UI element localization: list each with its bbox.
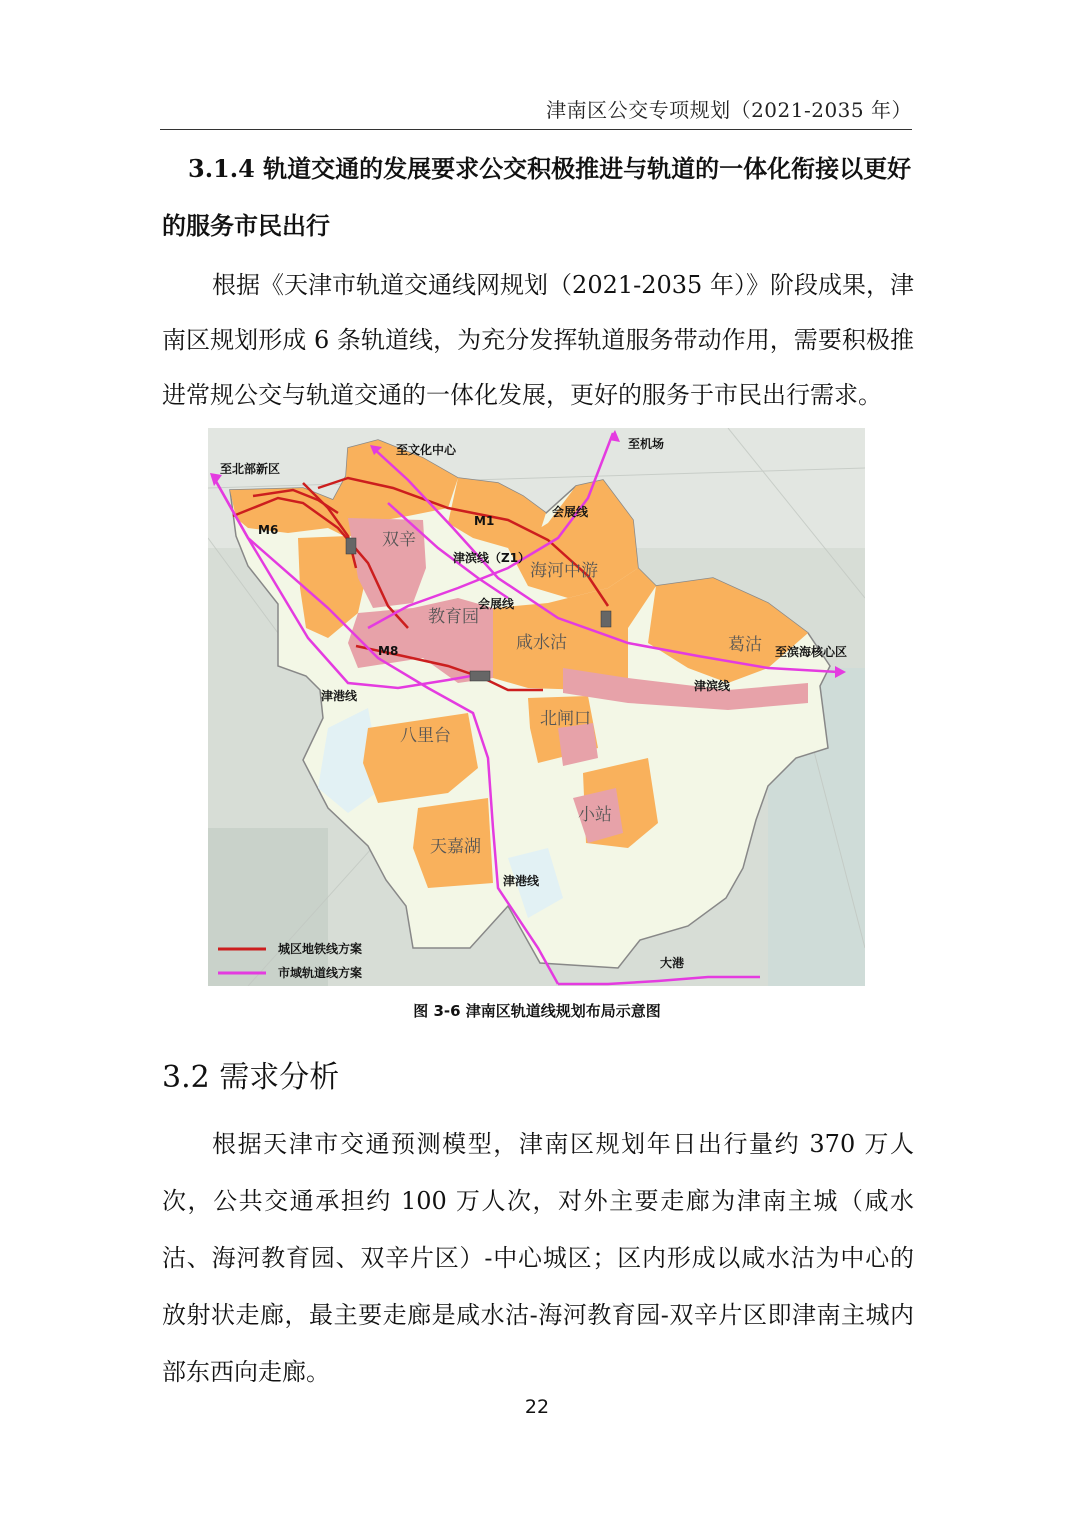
rail-plan-map xyxy=(208,428,865,986)
legend-label-metro: 城区地铁线方案 xyxy=(278,942,363,956)
analysis-paragraph: 根据天津市交通预测模型，津南区规划年日出行量约 370 万人次，公共交通承担约 100 万人次，对外主要走廊为津南主城（咸水沽、海河教育园、双辛片区）-中心城区；区内形成以咸水沽为中心的放射状走廊，最主要走廊是咸水沽-海河教育园-双辛片区即津南主城内部东西向走廊。 xyxy=(162,1130,914,1386)
label-huizhan-north: 会展线 xyxy=(552,505,589,519)
label-binhai-core: 至滨海核心区 xyxy=(775,645,848,659)
page-number: 22 xyxy=(524,1396,550,1418)
station-marker xyxy=(346,538,356,554)
area-balitai: 八里台 xyxy=(400,726,451,746)
label-jingang-west: 津港线 xyxy=(321,689,358,703)
label-dagang: 大港 xyxy=(660,956,685,970)
label-jinbin-east: 津滨线 xyxy=(694,679,731,693)
label-airport: 至机场 xyxy=(628,437,665,451)
area-gegu: 葛沽 xyxy=(728,635,762,655)
subsection-title: 3.2 需求分析 xyxy=(162,1060,340,1095)
running-header: 津南区公交专项规划（2021-2035 年） xyxy=(546,98,912,122)
legend-label-regional: 市域轨道线方案 xyxy=(278,966,363,980)
area-xianshuigu: 咸水沽 xyxy=(516,633,567,653)
section-paragraph: 根据《天津市轨道交通线网规划（2021-2035 年）》阶段成果，津南区规划形成 6 条轨道线，为充分发挥轨道服务带动作用，需要积极推进常规公交与轨道交通的一体化发展，更好的服务于市民出行需求。 xyxy=(162,271,914,409)
label-m8: M8 xyxy=(378,644,399,658)
area-beizhakou: 北闸口 xyxy=(540,709,591,729)
label-jinbin-z1: 津滨线（Z1） xyxy=(453,551,531,565)
station-marker xyxy=(601,611,611,627)
area-xiaozhan: 小站 xyxy=(578,805,612,825)
figure-caption: 图 3-6 津南区轨道线规划布局示意图 xyxy=(413,1002,661,1020)
area-education-park: 教育园 xyxy=(428,607,479,627)
label-culture-center: 至文化中心 xyxy=(396,443,457,457)
label-m1: M1 xyxy=(474,514,495,528)
label-jingang-south: 津港线 xyxy=(503,874,540,888)
area-shuangxin: 双辛 xyxy=(382,530,416,550)
label-huizhan-center: 会展线 xyxy=(478,597,515,611)
section-title: 3.1.4 轨道交通的发展要求公交积极推进与轨道的一体化衔接以更好的服务市民出行 xyxy=(162,154,912,240)
area-tianjiahu: 天嘉湖 xyxy=(430,837,481,857)
label-north-new-area: 至北部新区 xyxy=(220,462,281,476)
station-marker xyxy=(470,671,490,681)
header-rule xyxy=(160,129,912,130)
area-haihe-middle: 海河中游 xyxy=(530,561,598,581)
label-m6: M6 xyxy=(258,523,279,537)
